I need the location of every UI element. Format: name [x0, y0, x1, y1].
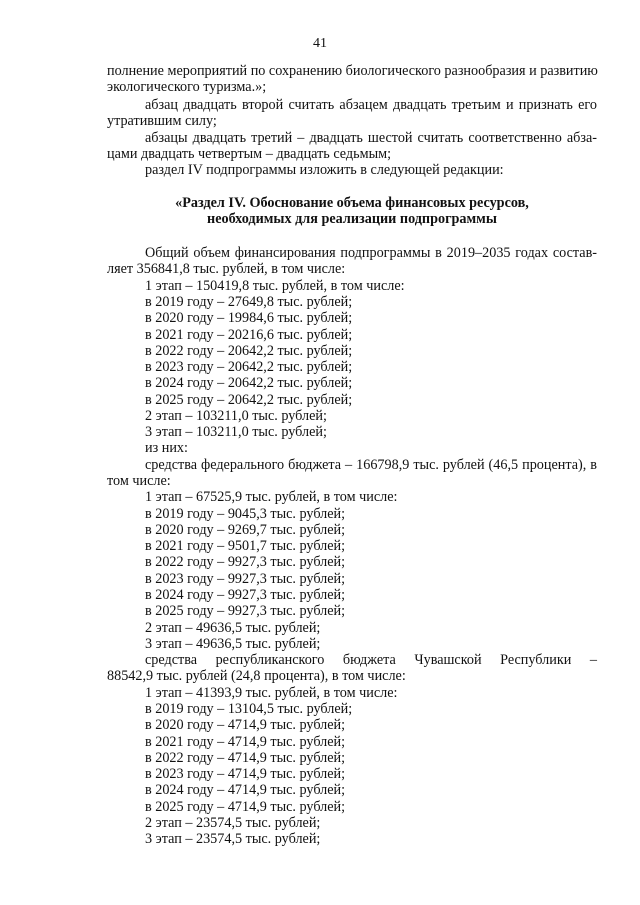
text-line: 2 этап – 23574,5 тыс. рублей;: [145, 815, 321, 831]
text-line: 3 этап – 23574,5 тыс. рублей;: [145, 831, 321, 847]
text-line: в 2023 году – 4714,9 тыс. рублей;: [145, 766, 346, 782]
text-line: утратившим силу;: [107, 113, 217, 129]
section-heading-line: «Раздел IV. Обоснование объема финансовых ресурсов,: [175, 195, 529, 211]
text-line: из них:: [145, 440, 188, 456]
text-line: средства федерального бюджета – 166798,9 тыс. рублей (46,5 процента), в: [145, 457, 597, 473]
text-line: средства республиканского бюджета Чувашской Республики –: [145, 652, 597, 668]
text-line: в 2025 году – 20642,2 тыс. рублей;: [145, 392, 353, 408]
section-heading-line: необходимых для реализации подпрограммы: [207, 211, 497, 227]
text-line: в 2023 году – 9927,3 тыс. рублей;: [145, 571, 346, 587]
text-line: в 2019 году – 13104,5 тыс. рублей;: [145, 701, 353, 717]
text-line: абзац двадцать второй считать абзацем двадцать третьим и признать его: [145, 97, 597, 113]
text-line: цами двадцать четвертым – двадцать седьмым;: [107, 146, 392, 162]
text-line: в 2020 году – 9269,7 тыс. рублей;: [145, 522, 346, 538]
text-line: в 2022 году – 9927,3 тыс. рублей;: [145, 554, 346, 570]
text-line: том числе:: [107, 473, 171, 489]
text-line: 2 этап – 103211,0 тыс. рублей;: [145, 408, 327, 424]
text-line: 1 этап – 41393,9 тыс. рублей, в том числе:: [145, 685, 398, 701]
text-line: в 2025 году – 4714,9 тыс. рублей;: [145, 799, 346, 815]
text-line: 3 этап – 103211,0 тыс. рублей;: [145, 424, 327, 440]
text-line: в 2021 году – 4714,9 тыс. рублей;: [145, 734, 346, 750]
text-line: в 2024 году – 4714,9 тыс. рублей;: [145, 782, 346, 798]
text-line: в 2020 году – 4714,9 тыс. рублей;: [145, 717, 346, 733]
text-line: в 2021 году – 20216,6 тыс. рублей;: [145, 327, 353, 343]
text-line: полнение мероприятий по сохранению биологического разнообразия и развитию: [107, 63, 598, 79]
text-line: 3 этап – 49636,5 тыс. рублей;: [145, 636, 321, 652]
text-line: 2 этап – 49636,5 тыс. рублей;: [145, 620, 321, 636]
text-line: Общий объем финансирования подпрограммы в 2019–2035 годах состав-: [145, 245, 597, 261]
text-line: в 2023 году – 20642,2 тыс. рублей;: [145, 359, 353, 375]
text-line: в 2024 году – 9927,3 тыс. рублей;: [145, 587, 346, 603]
text-line: в 2019 году – 27649,8 тыс. рублей;: [145, 294, 353, 310]
text-line: 1 этап – 150419,8 тыс. рублей, в том числе:: [145, 278, 405, 294]
text-line: раздел IV подпрограммы изложить в следующей редакции:: [145, 162, 504, 178]
text-line: в 2019 году – 9045,3 тыс. рублей;: [145, 506, 346, 522]
text-line: в 2022 году – 20642,2 тыс. рублей;: [145, 343, 353, 359]
text-line: 88542,9 тыс. рублей (24,8 процента), в том числе:: [107, 668, 406, 684]
text-line: в 2021 году – 9501,7 тыс. рублей;: [145, 538, 346, 554]
text-line: в 2025 году – 9927,3 тыс. рублей;: [145, 603, 346, 619]
text-line: в 2024 году – 20642,2 тыс. рублей;: [145, 375, 353, 391]
text-line: 1 этап – 67525,9 тыс. рублей, в том числе:: [145, 489, 398, 505]
text-line: экологического туризма.»;: [107, 79, 267, 95]
text-line: в 2022 году – 4714,9 тыс. рублей;: [145, 750, 346, 766]
text-line: абзацы двадцать третий – двадцать шестой считать соответственно абза-: [145, 130, 597, 146]
page-number: 41: [313, 36, 327, 51]
text-line: ляет 356841,8 тыс. рублей, в том числе:: [107, 261, 346, 277]
text-line: в 2020 году – 19984,6 тыс. рублей;: [145, 310, 353, 326]
